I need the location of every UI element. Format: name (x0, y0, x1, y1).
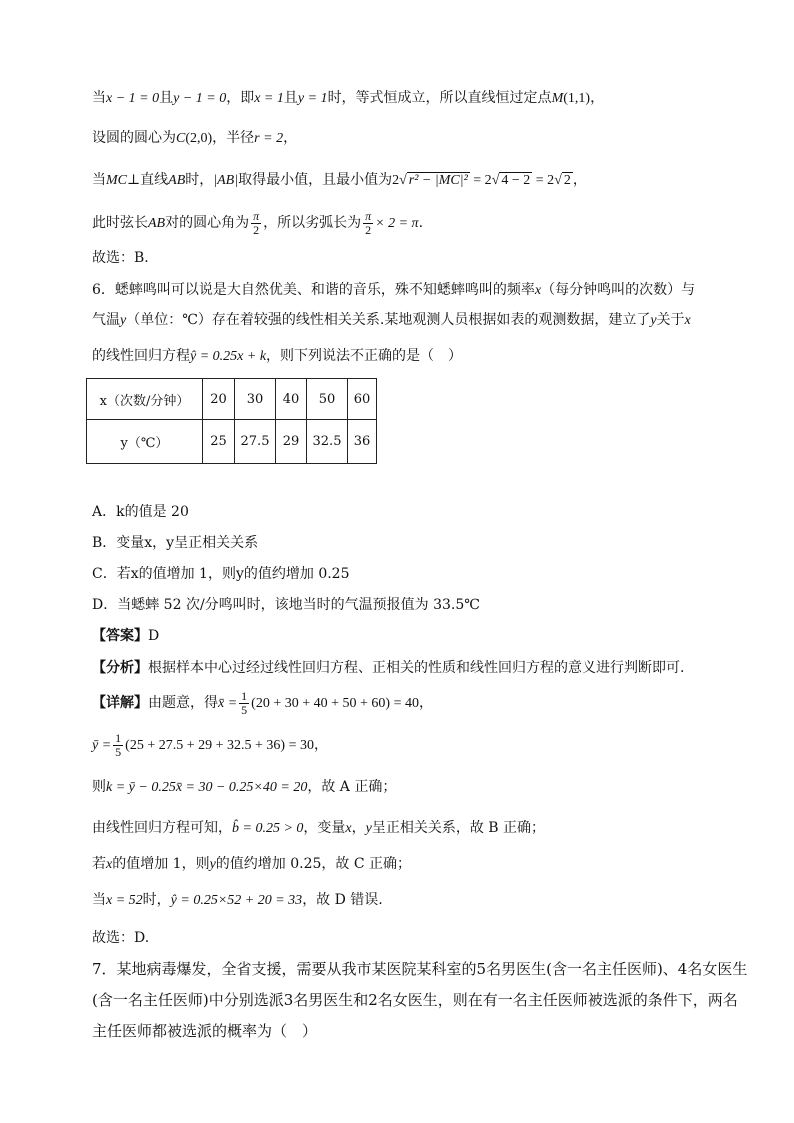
text: 对的圆心角为 (165, 215, 250, 231)
text: 此时弦长 (92, 215, 148, 231)
table-cell: 29 (276, 420, 307, 464)
math: x (534, 283, 542, 298)
math: b̂ = 0.25 > 0 (232, 821, 304, 836)
math: = 2 (532, 173, 555, 188)
math: (2,0) (185, 131, 213, 146)
fraction (251, 210, 261, 237)
text: 时， (185, 172, 214, 188)
text: ， (572, 172, 587, 188)
question-7-line-2: (含一名主任医师)中分别选派3名男医生和2名女医生，则在有一名主任医师被选派的条件下，两名 (92, 991, 738, 1009)
text: 时，等式恒成立，所以直线恒过定点 (327, 90, 552, 106)
text: 且 (159, 90, 174, 106)
text: ，故 D 错误. (302, 892, 383, 908)
text: 取得最小值，且最小值为 (238, 172, 393, 188)
text: 当 (92, 172, 106, 188)
text: ，半径 (212, 130, 255, 146)
math: x (345, 821, 352, 836)
math: x = 52 (106, 893, 143, 908)
question-6-line-1 (92, 280, 695, 301)
text: ， (418, 695, 433, 711)
math: r² − |MC|² (408, 173, 468, 188)
answer-tag: 【答案】 (92, 628, 148, 644)
math: (20 + 30 + 40 + 50 + 60) = 40 (251, 696, 419, 711)
option-c: C．若x的值增加 1，则y的值约增加 0.25 (92, 566, 350, 582)
math: 2 (563, 173, 571, 188)
math: MC (106, 173, 127, 188)
detail-line-7: 故选：D. (92, 930, 150, 946)
solution-line-4: 此时弦长AB对的圆心角为 $\frac{\pi}{2}$ ，所以劣弧长为 $\frac{\pi}{2}$ × 2 = π. (92, 208, 424, 237)
math: |AB| (213, 173, 239, 188)
solution-line-1 (92, 88, 604, 109)
text: （单位：℃）存在着较强的线性相关关系.某地观测人员根据如表的观测数据，建立了 (126, 312, 651, 328)
denominator: 5 (241, 702, 248, 717)
text: 的值约增加 0.25，故 C 正确； (215, 856, 412, 872)
text: 的线性回归方程 (92, 348, 190, 364)
table-row (87, 420, 377, 464)
math: x (106, 857, 113, 872)
detail-line-1 (92, 688, 433, 719)
text: （每分钟鸣叫的次数）与 (541, 282, 696, 298)
math: y (120, 313, 127, 328)
math: y (650, 313, 657, 328)
detail-line-3 (92, 777, 396, 798)
text: 若 (92, 856, 106, 872)
text: ， (283, 130, 298, 146)
question-6-line-3 (92, 346, 462, 367)
question-6-line-2 (92, 310, 691, 331)
math: AB (148, 216, 166, 231)
math: r = 2 (254, 131, 284, 146)
numerator: π (253, 208, 260, 223)
answer-value: D (148, 628, 160, 644)
table-cell: 50 (307, 379, 348, 420)
math: (25 + 27.5 + 29 + 32.5 + 36) = 30 (125, 738, 314, 753)
solution-line-3: 当MC⊥直线AB时，|AB|取得最小值，且最小值为2√ r² − |MC|² = 2√ 4 − 2 = 2√ 2 ， (92, 172, 587, 188)
math: 4 − 2 (501, 173, 531, 188)
detail-tag: 【详解】 (92, 695, 148, 711)
table-cell: 40 (276, 379, 307, 420)
text: ， (313, 737, 328, 753)
option-b: B．变量x，y呈正相关关系 (92, 535, 259, 551)
row-label-x: x（次数/分钟） (87, 379, 203, 420)
math: ȳ = (92, 738, 112, 753)
answer-line (92, 626, 159, 646)
math: (1,1) (563, 91, 591, 106)
observation-table (86, 378, 377, 464)
option-a: A．k的值是 20 (92, 504, 189, 520)
math: k = ȳ − 0.25x̄ = 30 − 0.25×40 = 20 (106, 780, 308, 795)
text: 且 (283, 90, 298, 106)
fraction (363, 210, 373, 237)
text: ，则下列说法不正确的是（ ） (266, 348, 463, 364)
text: 气温 (92, 312, 120, 328)
table-cell: 30 (235, 379, 276, 420)
math: x − 1 = 0 (106, 91, 160, 106)
math: y − 1 = 0 (173, 91, 227, 106)
numerator: 1 (115, 730, 122, 745)
table-cell: 27.5 (235, 420, 276, 464)
table-cell: 25 (203, 420, 235, 464)
solution-line-5: 故选：B. (92, 250, 149, 266)
analysis-tag: 【分析】 (92, 660, 148, 676)
numerator: 1 (241, 688, 248, 703)
math: y = 1 (297, 91, 328, 106)
text: ，故 A 正确； (307, 779, 397, 795)
row-label-y: y（℃） (87, 420, 203, 464)
math: y (209, 857, 216, 872)
math: 2 (392, 173, 400, 188)
text: 由线性回归方程可知， (92, 820, 232, 836)
math: AB (168, 173, 186, 188)
text: 则 (92, 779, 106, 795)
detail-line-4 (92, 818, 545, 839)
numerator: π (365, 208, 372, 223)
solution-line-2 (92, 128, 297, 149)
denominator: 2 (365, 222, 372, 237)
text: 关于 (656, 312, 685, 328)
text: ， (590, 90, 605, 106)
math: y (365, 821, 372, 836)
denominator: 5 (115, 744, 122, 759)
text: 当 (92, 90, 106, 106)
table-cell: 60 (348, 379, 377, 420)
analysis-line (92, 658, 684, 678)
question-7-line-1: 7．某地病毒爆发，全省支援，需要从我市某医院某科室的5名男医生(含一名主任医师)、4名女医生 (92, 960, 748, 978)
math: x̄ = (218, 696, 238, 711)
math: ŷ = 0.25×52 + 20 = 33 (170, 893, 303, 908)
option-d: D．当蟋蟀 52 次/分鸣叫时，该地当时的气温预报值为 33.5℃ (92, 597, 480, 613)
math: x = 1 (254, 91, 284, 106)
denominator: 2 (253, 222, 260, 237)
text: ⊥直线 (127, 172, 169, 188)
text: 设圆的圆心为 (92, 130, 176, 146)
detail-line-5 (92, 854, 411, 875)
table-cell: 20 (203, 379, 235, 420)
text: ，即 (226, 90, 255, 106)
table-row (87, 379, 377, 420)
text: ，所以劣弧长为 (263, 215, 362, 231)
text: 由题意，得 (148, 695, 218, 711)
text: 呈正相关关系，故 B 正确； (371, 820, 546, 836)
table-cell: 36 (348, 420, 377, 464)
text: ，变量 (303, 820, 346, 836)
fraction (113, 732, 123, 759)
math: C (176, 131, 186, 146)
text: 当 (92, 892, 106, 908)
fraction (239, 690, 249, 717)
math: x (684, 313, 691, 328)
detail-line-2 (92, 730, 328, 761)
text: 时， (142, 892, 171, 908)
text: 6．蟋蟀鸣叫可以说是大自然优美、和谐的音乐，殊不知蟋蟀鸣叫的频率 (92, 282, 535, 298)
text: 的值增加 1，则 (112, 856, 210, 872)
detail-line-6 (92, 890, 383, 911)
table-cell: 32.5 (307, 420, 348, 464)
math: M (551, 91, 564, 106)
math: × 2 = π (375, 216, 419, 231)
analysis-text: 根据样本中心过经过线性回归方程、正相关的性质和线性回归方程的意义进行判断即可. (148, 660, 685, 676)
math: = 2 (469, 173, 492, 188)
text: ， (351, 820, 366, 836)
question-7-line-3: 主任医师都被选派的概率为（ ） (92, 1022, 318, 1040)
math: ŷ = 0.25x + k (190, 349, 267, 364)
